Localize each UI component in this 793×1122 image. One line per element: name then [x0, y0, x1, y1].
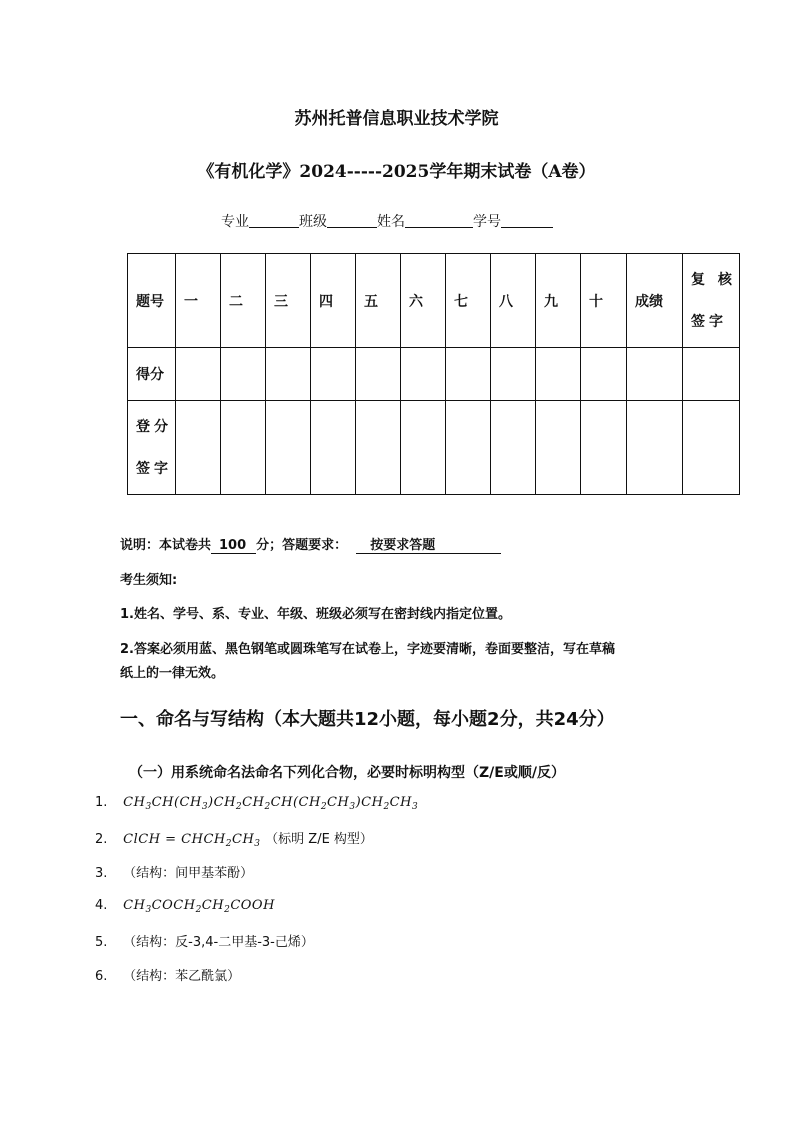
exam-title: 《有机化学》2024-----2025学年期末试卷（A卷） — [197, 162, 596, 182]
col-5: 五 — [356, 254, 401, 348]
item-text: （结构：反-3,4-二甲基-3-己烯） — [123, 935, 314, 950]
class-label: 班级 — [299, 214, 327, 230]
signature-cell[interactable] — [683, 401, 740, 495]
item-number: 2. — [95, 832, 108, 847]
item-number: 4. — [95, 898, 108, 913]
score-cell[interactable] — [627, 348, 683, 401]
score-cell[interactable] — [446, 348, 491, 401]
student-info-line — [221, 211, 553, 231]
question-item-4 — [95, 898, 275, 915]
row-label-score: 得分 — [128, 348, 176, 401]
major-field[interactable] — [249, 213, 299, 228]
signature-cell[interactable] — [356, 401, 401, 495]
formula: $CH_3CH(CH_3)CH_2CH_2CH(CH_2CH_3)CH_2CH_3$ — [123, 795, 419, 812]
item-text: （结构：间甲基苯酚） — [123, 866, 254, 881]
student-id-label: 学号 — [473, 214, 501, 230]
col-review — [683, 254, 740, 348]
signature-cell[interactable] — [266, 401, 311, 495]
signature-label-line1: 登分 — [136, 418, 172, 435]
class-field[interactable] — [327, 213, 377, 228]
score-cell[interactable] — [311, 348, 356, 401]
col-total: 成绩 — [627, 254, 683, 348]
total-score: 100 — [211, 538, 256, 554]
question-item-1 — [95, 795, 418, 812]
major-label: 专业 — [221, 214, 249, 230]
formula: $CH_3COCH_2CH_2COOH$ — [123, 898, 275, 915]
score-row — [128, 348, 740, 401]
row-label-question-number: 题号 — [128, 254, 176, 348]
item-note: （标明 Z/E 构型） — [265, 832, 373, 847]
col-8: 八 — [491, 254, 536, 348]
signature-row — [128, 401, 740, 495]
score-cell[interactable] — [221, 348, 266, 401]
col-4: 四 — [311, 254, 356, 348]
score-cell[interactable] — [536, 348, 581, 401]
signature-cell[interactable] — [221, 401, 266, 495]
col-10: 十 — [581, 254, 627, 348]
question-item-6 — [95, 965, 240, 984]
col-1: 一 — [176, 254, 221, 348]
score-cell[interactable] — [266, 348, 311, 401]
col-3: 三 — [266, 254, 311, 348]
section-1-title: 一、命名与写结构（本大题共12小题，每小题2分，共24分） — [120, 709, 615, 730]
item-number: 1. — [95, 795, 108, 810]
signature-cell[interactable] — [536, 401, 581, 495]
exam-description — [120, 534, 501, 554]
notice-rule-2-line1: 2.答案必须用蓝、黑色钢笔或圆珠笔写在试卷上，字迹要清晰，卷面要整洁，写在草稿 — [120, 642, 615, 657]
desc-mid: 分；答题要求： — [256, 538, 348, 553]
signature-label-line2: 签字 — [136, 460, 172, 477]
subsection-1-title: （一）用系统命名法命名下列化合物，必要时标明构型（Z/E或顺/反） — [129, 765, 565, 781]
desc-prefix: 说明：本试卷共 — [120, 538, 212, 553]
score-cell[interactable] — [491, 348, 536, 401]
score-cell[interactable] — [581, 348, 627, 401]
question-item-3 — [95, 862, 253, 881]
col-2: 二 — [221, 254, 266, 348]
item-number: 6. — [95, 969, 108, 984]
col-7: 七 — [446, 254, 491, 348]
answer-requirement: 按要求答题 — [356, 534, 501, 554]
student-id-field[interactable] — [501, 213, 553, 228]
review-label-line1: 复 核 — [691, 271, 736, 288]
signature-cell[interactable] — [401, 401, 446, 495]
signature-cell[interactable] — [446, 401, 491, 495]
row-label-signature — [128, 401, 176, 495]
col-6: 六 — [401, 254, 446, 348]
review-label-line2: 签字 — [691, 313, 727, 330]
school-name: 苏州托普信息职业技术学院 — [294, 109, 499, 129]
score-cell[interactable] — [401, 348, 446, 401]
item-number: 3. — [95, 866, 108, 881]
name-field[interactable] — [405, 213, 473, 228]
notice-rule-2-line2: 纸上的一律无效。 — [120, 666, 225, 681]
notice-title: 考生须知: — [120, 573, 178, 588]
notice-rule-1: 1.姓名、学号、系、专业、年级、班级必须写在密封线内指定位置。 — [120, 607, 511, 622]
question-number-row — [128, 254, 740, 348]
signature-cell[interactable] — [627, 401, 683, 495]
col-9: 九 — [536, 254, 581, 348]
item-number: 5. — [95, 935, 108, 950]
score-table — [127, 253, 740, 495]
question-item-5 — [95, 931, 314, 950]
score-cell[interactable] — [176, 348, 221, 401]
formula: ClCH = $CHCH_2CH_3$ — [123, 832, 261, 849]
question-item-2 — [95, 828, 373, 849]
signature-cell[interactable] — [311, 401, 356, 495]
name-label: 姓名 — [377, 214, 405, 230]
signature-cell[interactable] — [581, 401, 627, 495]
score-cell[interactable] — [356, 348, 401, 401]
signature-cell[interactable] — [491, 401, 536, 495]
item-text: （结构：苯乙酰氯） — [123, 969, 241, 984]
score-cell[interactable] — [683, 348, 740, 401]
signature-cell[interactable] — [176, 401, 221, 495]
